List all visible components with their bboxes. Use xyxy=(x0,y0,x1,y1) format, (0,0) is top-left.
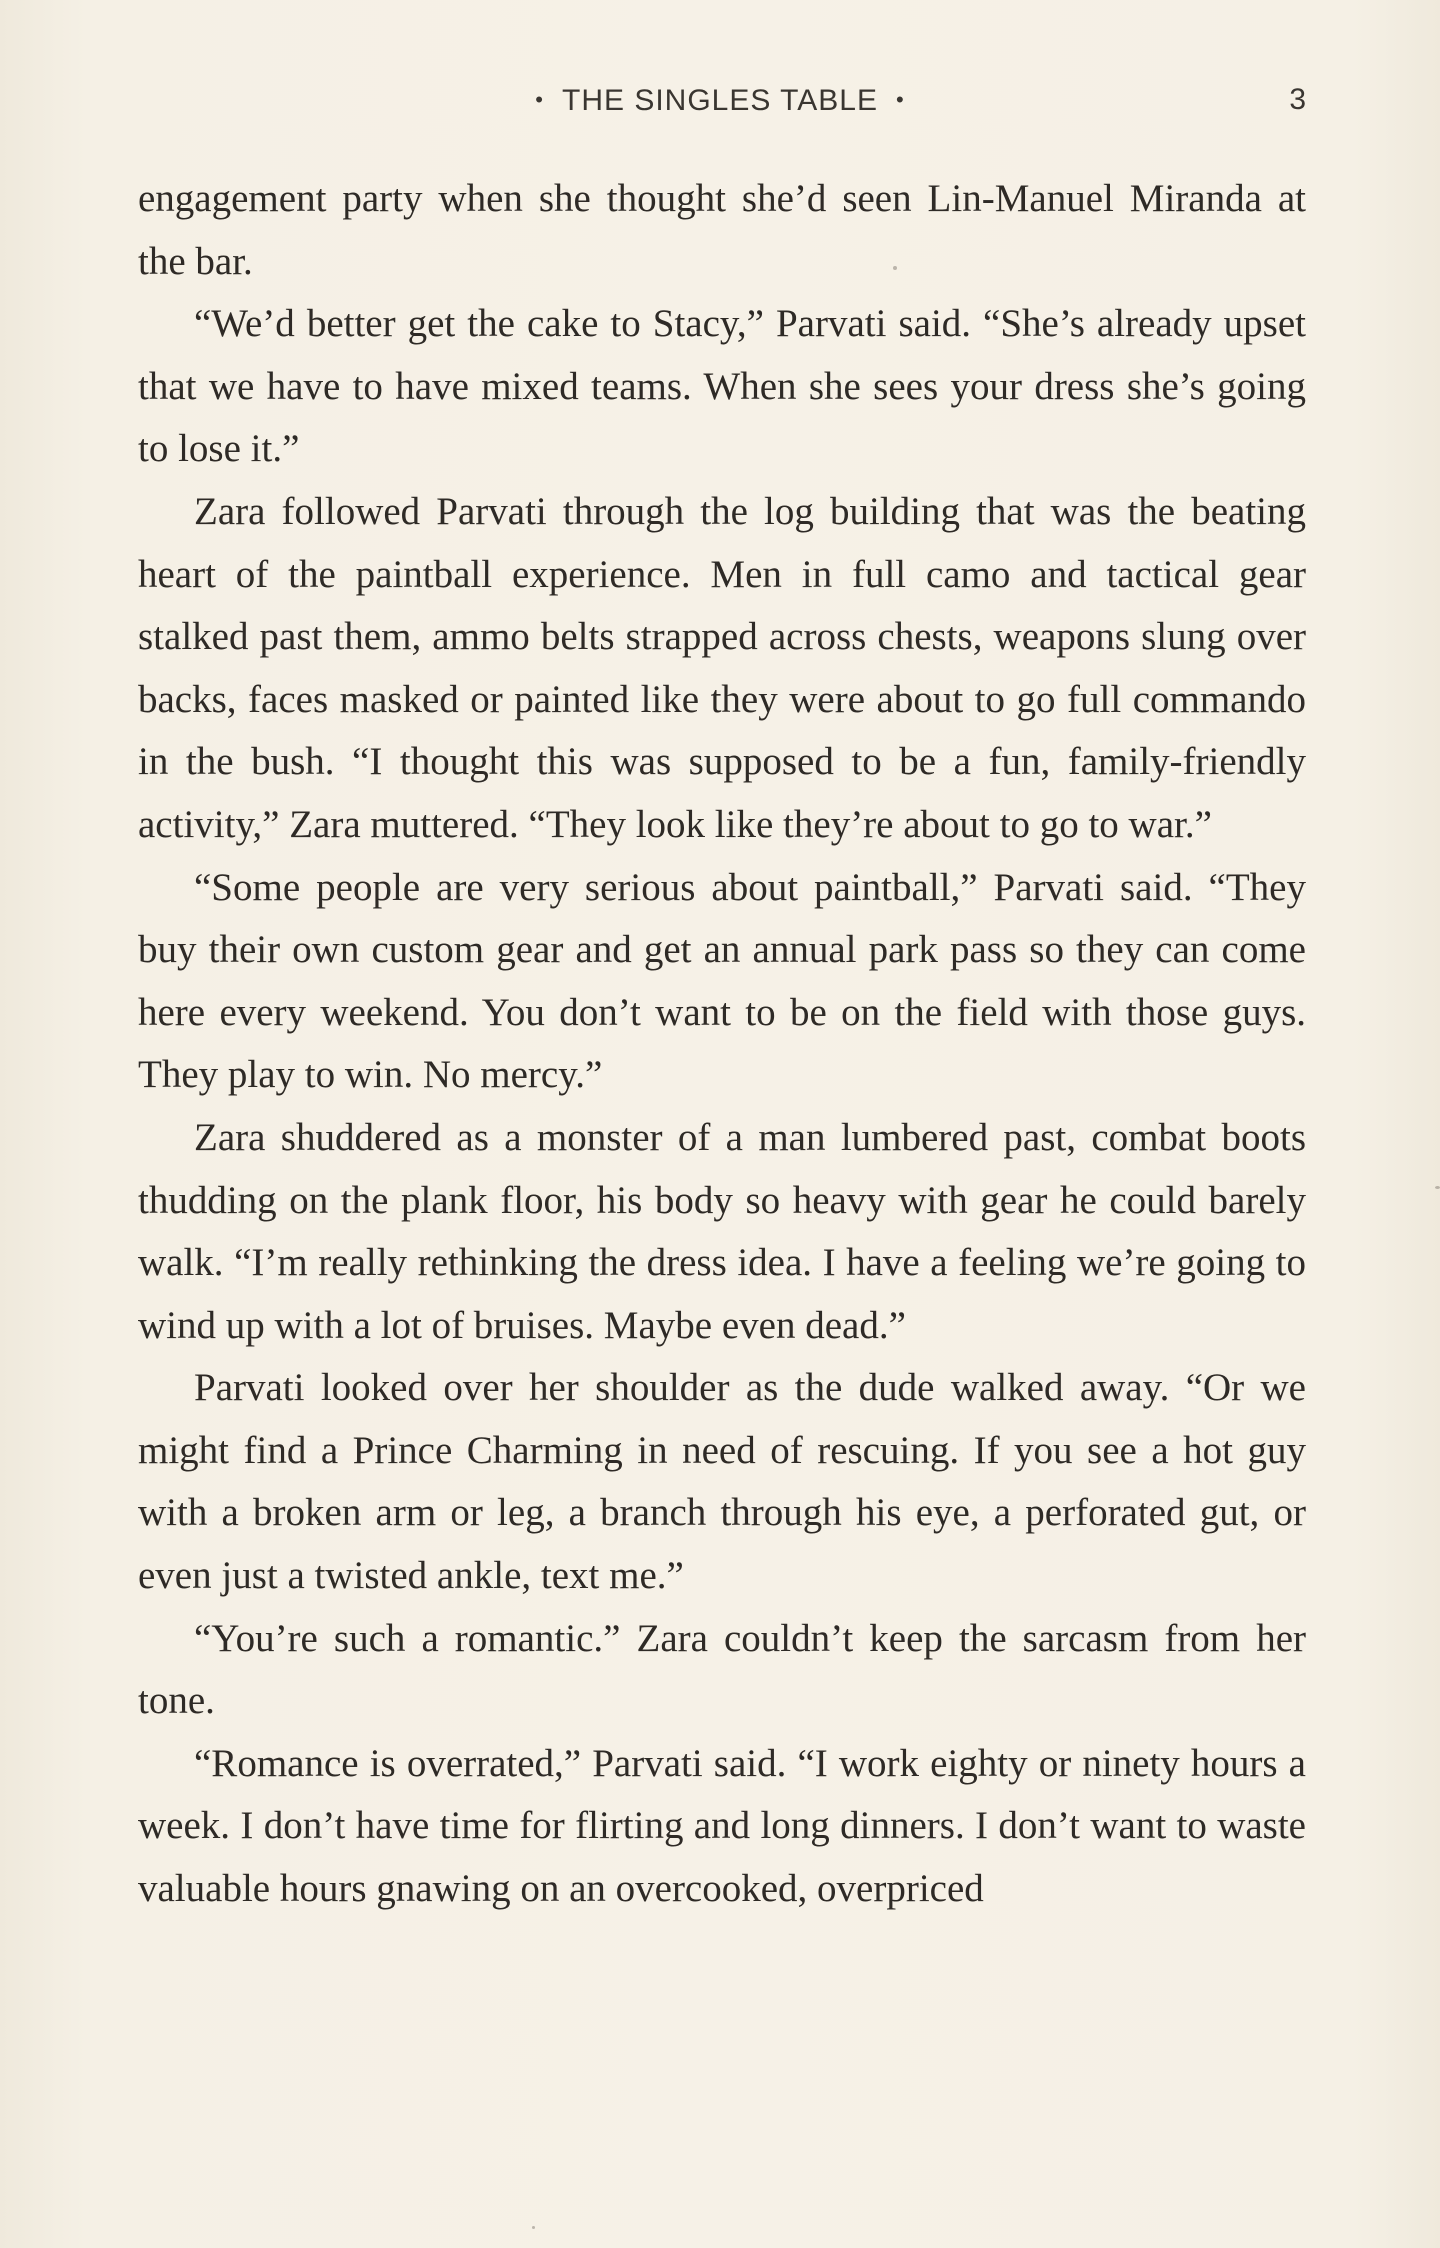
paragraph: “Some people are very serious about paintball,” Parvati said. “They buy their own custom gear and get an annual park pass so they can come here every weekend. You don’t want to be on the field with those guys. They play to win. No mercy.” xyxy=(138,865,1306,1097)
left-bullet: • xyxy=(535,87,544,112)
paper-speck xyxy=(1435,1186,1440,1189)
right-bullet: • xyxy=(896,87,905,112)
page-number: 3 xyxy=(1289,83,1306,116)
paragraph: Zara followed Parvati through the log building that was the beating heart of the paintball experience. Men in full camo and tactical gear stalked past them, ammo belts strapped across chests, weapons slung over backs, faces masked or painted like they were about to go full commando in the bush. “I thought this was supposed to be a fun, family-friendly activity,” Zara muttered. “They look like they’re about to go to war.” xyxy=(138,489,1306,846)
book-title: THE SINGLES TABLE xyxy=(562,84,878,117)
running-title xyxy=(0,80,1440,121)
running-head xyxy=(0,80,1440,120)
paper-speck xyxy=(532,2226,535,2229)
paragraph: “We’d better get the cake to Stacy,” Parvati said. “She’s already upset that we have to have mixed teams. When she sees your dress she’s going to lose it.” xyxy=(138,302,1306,471)
paragraph: Parvati looked over her shoulder as the dude walked away. “Or we might find a Prince Charming in need of rescuing. If you see a hot guy with a broken arm or leg, a branch through his eye, a perforated gut, or even just a twisted ankle, text me.” xyxy=(138,1366,1306,1598)
paragraph: “You’re such a romantic.” Zara couldn’t keep the sarcasm from her tone. xyxy=(138,1616,1306,1723)
paper-speck xyxy=(893,266,897,270)
paragraph-continued: engagement party when she thought she’d seen Lin-Manuel Miranda at the bar. xyxy=(138,177,1306,283)
paragraph: Zara shuddered as a monster of a man lumbered past, combat boots thudding on the plank floor, his body so heavy with gear he could barely walk. “I’m really rethinking the dress idea. I have a feeling we’re going to wind up with a lot of bruises. Maybe even dead.” xyxy=(138,1115,1306,1347)
paragraph: “Romance is overrated,” Parvati said. “I work eighty or ninety hours a week. I don’t have time for flirting and long dinners. I don’t want to waste valuable hours gnawing on an overcooked, overpriced xyxy=(138,1741,1306,1911)
body-text xyxy=(138,168,1306,1921)
